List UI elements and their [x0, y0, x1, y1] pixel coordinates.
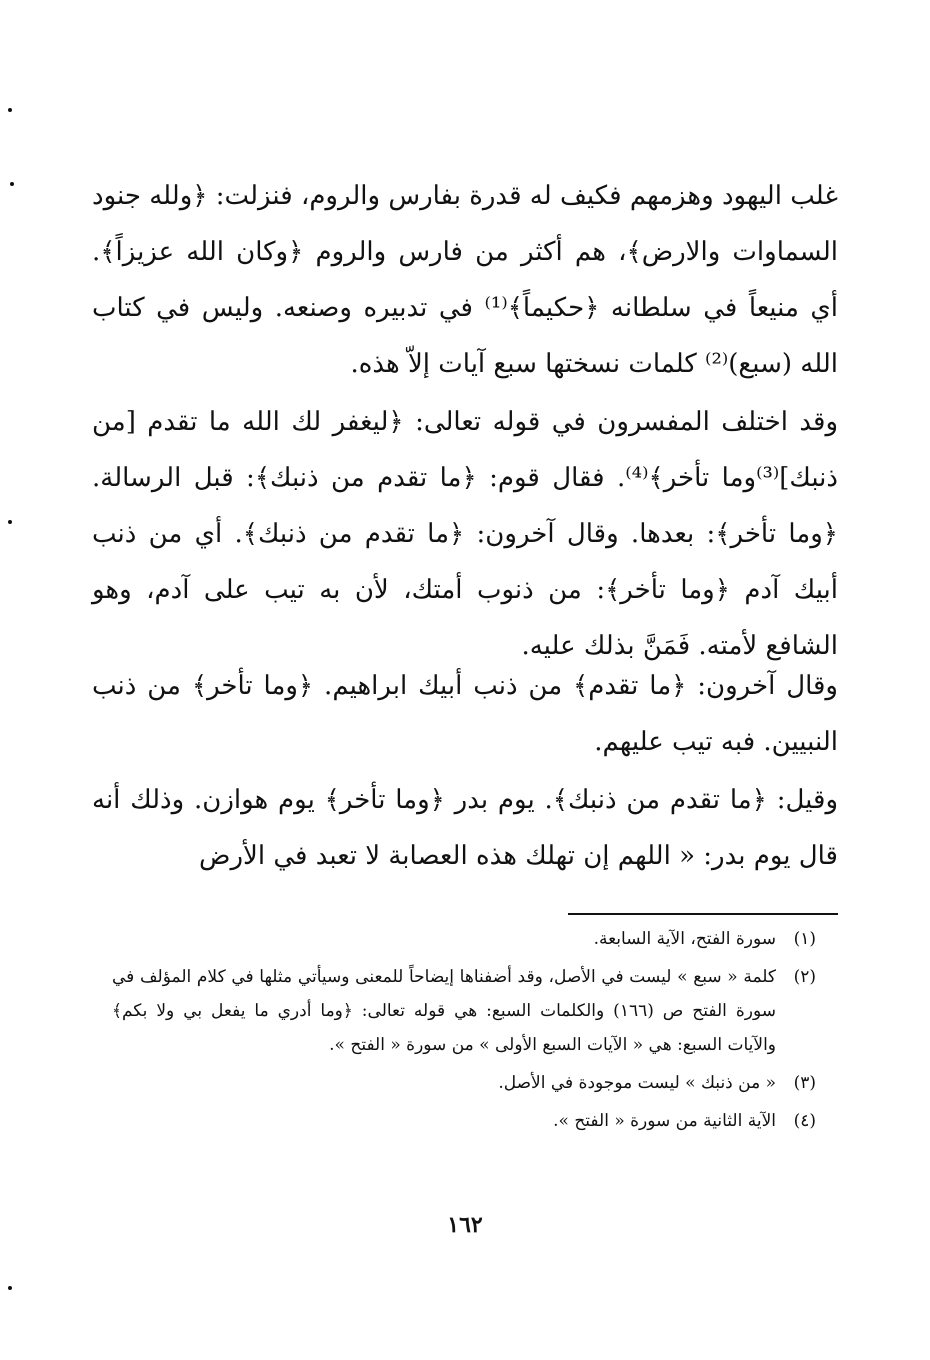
footnote-number: (٢) — [793, 967, 816, 987]
scan-speck — [8, 520, 12, 524]
footnote-number: (٤) — [793, 1111, 816, 1131]
footnote — [112, 960, 816, 1062]
scan-speck — [8, 108, 12, 112]
body-paragraph: وقد اختلف المفسرون في قوله تعالى: ﴿ليغفر لك الله ما تقدم [من ذنبك]⁽³⁾وما تأخر﴾⁽⁴⁾. فقال قوم: ﴿ما تقدم من ذنبك﴾: قبل الرسالة. ﴿وما تأخر﴾: بعدها. وقال آخرون: ﴿ما تقدم من ذنبك﴾. أي من ذنب أبيك آدم ﴿وما تأخر﴾: من ذنوب أمتك، لأن به تيب على آدم، وهو الشافع لأمته. فَمَنَّ بذلك عليه. — [92, 407, 838, 661]
body-paragraph: وقيل: ﴿ما تقدم من ذنبك﴾. يوم بدر ﴿وما تأخر﴾ يوم هوازن. وذلك أنه قال يوم بدر: « اللهم إن تهلك هذه العصابة لا تعبد في الأرض — [92, 785, 838, 871]
body-paragraph: غلب اليهود وهزمهم فكيف له قدرة بفارس والروم، فنزلت: ﴿ولله جنود السماوات والارض﴾، هم أكثر من فارس والروم ﴿وكان الله عزيزاً﴾. أي منيعاً في سلطانه ﴿حكيماً﴾⁽¹⁾ في تدبيره وصنعه. وليس في كتاب الله (سبع)⁽²⁾ كلمات نسختها سبع آيات إلاّ هذه. — [92, 181, 838, 379]
footnote-text: الآية الثانية من سورة « الفتح ». — [553, 1111, 776, 1131]
scan-speck — [8, 1286, 12, 1290]
footnote-text: كلمة « سبع » ليست في الأصل، وقد أضفناها إيضاحاً للمعنى وسيأتي مثلها في كلام المؤلف في سورة الفتح ص (١٦٦) والكلمات السبع: هي قوله تعالى: ﴿وما أدري ما يفعل بي ولا بكم﴾ والآيات السبع: هي « الآيات السبع الأولى » من سورة « الفتح ». — [112, 967, 776, 1055]
footnotes — [112, 922, 816, 1142]
footnote-text: سورة الفتح، الآية السابعة. — [593, 929, 776, 949]
page-number: ١٦٢ — [447, 1212, 483, 1238]
footnote — [112, 1066, 816, 1100]
footnote — [112, 922, 816, 956]
footnote-separator — [568, 913, 838, 915]
scan-speck — [10, 182, 14, 186]
footnote-text: « من ذنبك » ليست موجودة في الأصل. — [498, 1073, 776, 1093]
footnote-number: (١) — [793, 929, 816, 949]
footnote-number: (٣) — [793, 1073, 816, 1093]
body-paragraph: وقال آخرون: ﴿ما تقدم﴾ من ذنب أبيك ابراهيم. ﴿وما تأخر﴾ من ذنب النبيين. فبه تيب عليهم. — [92, 671, 838, 757]
footnote — [112, 1104, 816, 1138]
